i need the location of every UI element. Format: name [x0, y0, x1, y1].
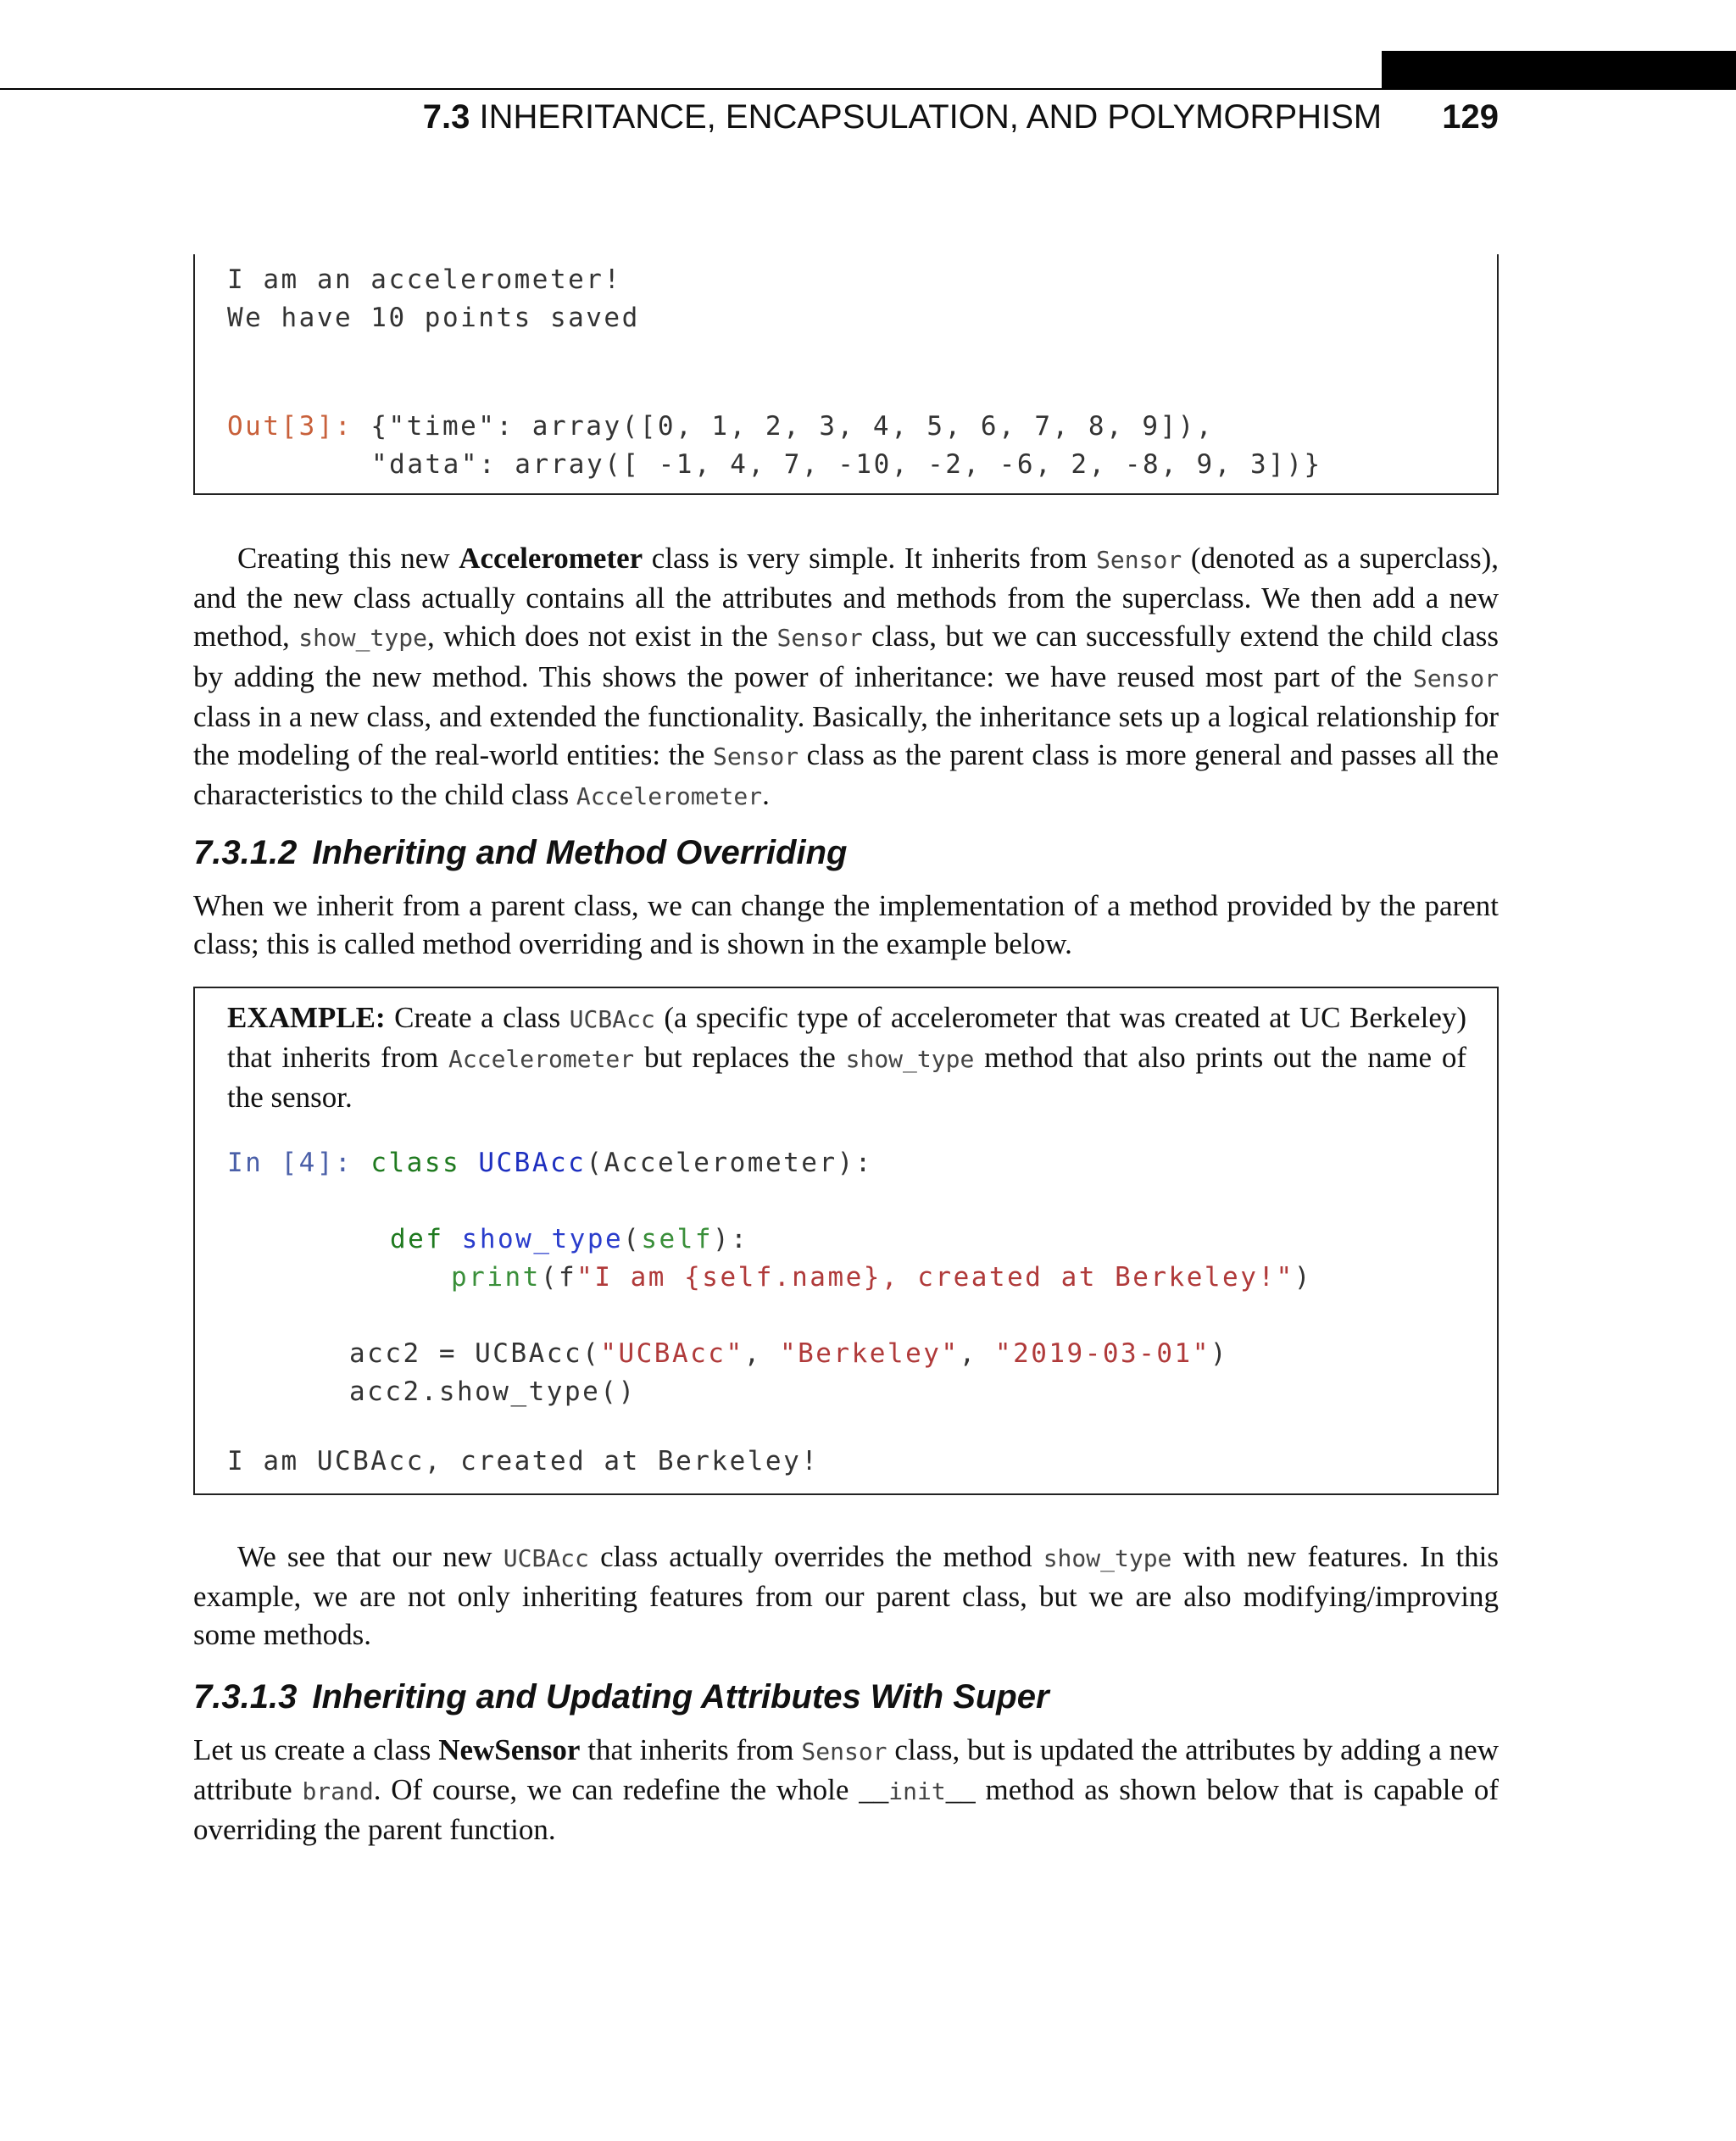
text: Create a class: [385, 1001, 570, 1034]
code-line-print: [451, 1262, 1312, 1293]
text: Let us create a class: [193, 1733, 439, 1766]
text: that inherits from: [580, 1733, 802, 1766]
inline-code: Sensor: [712, 742, 799, 771]
string-literal: "Berkeley": [779, 1338, 960, 1369]
text: method as shown below that is capable of overriding the parent function.: [193, 1773, 1500, 1847]
out-dict-time: {"time": array([0, 1, 2, 3, 4, 5, 6, 7, 8, 9]),: [353, 411, 1215, 442]
code-text: ,: [743, 1338, 780, 1369]
keyword: class: [370, 1148, 461, 1178]
inline-code: Sensor: [776, 624, 863, 653]
heading-title: Inheriting and Method Overriding: [312, 834, 848, 871]
text: __: [945, 1773, 976, 1807]
string-literal: "UCBAcc": [600, 1338, 744, 1369]
example-description: [227, 998, 1466, 1117]
section-heading-method-overriding: [193, 834, 847, 872]
code-line-instantiate: [349, 1338, 1228, 1369]
text: __: [859, 1773, 889, 1807]
inline-code: show_type: [1043, 1544, 1172, 1572]
text: (a specific type of accelerometer that was created at UC Berkeley) that inherits from: [227, 1001, 1467, 1075]
paragraph-inheritance: [193, 539, 1499, 815]
heading-number: 7.3.1.2: [193, 834, 298, 871]
text: Creating this new: [237, 542, 459, 575]
function-name: show_type: [461, 1224, 624, 1254]
text: .: [762, 778, 770, 812]
code-output: I am UCBAcc, created at Berkeley!: [227, 1446, 820, 1476]
text: We see that our new: [237, 1540, 504, 1573]
inline-code: Accelerometer: [448, 1045, 635, 1074]
code-cell-output: [193, 254, 1499, 495]
code-line-call: acc2.show_type(): [349, 1376, 637, 1407]
code-text: ): [1294, 1262, 1312, 1293]
output-line: I am an accelerometer!: [227, 264, 622, 295]
builtin-print: print: [451, 1262, 541, 1293]
text: method that also prints out the name of the sensor.: [227, 1041, 1466, 1115]
paragraph-newsensor: [193, 1731, 1499, 1849]
section-title: INHERITANCE, ENCAPSULATION, AND POLYMORPHISM: [479, 98, 1383, 136]
string-literal: "2019-03-01": [994, 1338, 1210, 1369]
text: class as the parent class is more general and passes all the characteristics to the child class: [193, 738, 1499, 812]
code-text: ): [1210, 1338, 1229, 1369]
code-line-class: [227, 1148, 873, 1178]
keyword: def: [390, 1224, 444, 1254]
text: , which does not exist in the: [426, 620, 777, 653]
header-rule: [0, 88, 1736, 90]
bold-term: NewSensor: [438, 1733, 581, 1766]
inline-code: brand: [302, 1777, 374, 1806]
inline-code: Sensor: [801, 1738, 887, 1766]
code-text: (: [623, 1224, 642, 1254]
section-heading-super: [193, 1678, 1049, 1716]
running-head: [423, 92, 1499, 142]
section-number: 7.3: [422, 98, 470, 136]
heading-number: 7.3.1.3: [193, 1678, 298, 1716]
inline-code: Accelerometer: [576, 782, 763, 811]
class-name: UCBAcc: [478, 1148, 587, 1178]
self-param: self: [641, 1224, 713, 1254]
code-text: (Accelerometer):: [586, 1148, 873, 1178]
text: class, but we can successfully extend the child class by adding the new method. This shows the power of inheritance: we have reused most part of the: [193, 620, 1500, 693]
text: (denoted as a superclass), and the new class actually contains all the attributes and methods from the superclass. We then add a new method,: [193, 542, 1500, 653]
paragraph-overriding-intro: When we inherit from a parent class, we can change the implementation of a method provided by the parent class; this is called method overriding and is shown in the example below.: [193, 889, 1499, 961]
in-prompt: In [4]:: [227, 1148, 353, 1178]
text: class in a new class, and extended the functionality. Basically, the inheritance sets up a logical relationship for the modeling of the real-world entities: the: [193, 699, 1499, 772]
string-literal: "I am {self.name}, created at Berkeley!": [576, 1262, 1294, 1293]
bold-term: Accelerometer: [459, 542, 643, 575]
code-text: ,: [959, 1338, 995, 1369]
page-number: 129: [1442, 98, 1499, 136]
inline-code: UCBAcc: [569, 1005, 655, 1033]
text: class actually overrides the method: [588, 1540, 1043, 1573]
inline-code: Sensor: [1412, 664, 1499, 692]
inline-code: Sensor: [1096, 546, 1182, 574]
out-line-2: "data": array([ -1, 4, 7, -10, -2, -6, 2, -8, 9, 3])}: [371, 449, 1322, 480]
code-line-def: [390, 1224, 748, 1254]
text: class, but is updated the attributes by adding a new attribute: [193, 1733, 1499, 1807]
inline-code: init: [888, 1777, 946, 1806]
inline-code: show_type: [298, 624, 427, 653]
heading-title: Inheriting and Updating Attributes With Super: [312, 1678, 1049, 1716]
code-text: acc2 = UCBAcc(: [349, 1338, 601, 1369]
header-bar-decoration: [1382, 51, 1736, 88]
text: . Of course, we can redefine the whole: [373, 1773, 860, 1807]
text: class is very simple. It inherits from: [643, 542, 1097, 575]
paragraph-override-result: [193, 1538, 1499, 1654]
out-prompt: Out[3]:: [227, 411, 353, 442]
out-line-1: [227, 411, 1214, 442]
code-text: (f: [540, 1262, 577, 1293]
example-label: EXAMPLE:: [227, 1001, 386, 1034]
text: but replaces the: [634, 1041, 846, 1075]
inline-code: UCBAcc: [503, 1544, 589, 1572]
inline-code: show_type: [845, 1045, 975, 1074]
example-box: [193, 987, 1499, 1495]
code-text: ):: [712, 1224, 749, 1254]
text: with new features. In this example, we are not only inheriting features from our parent class, but we are also modifying/improving some methods.: [193, 1540, 1500, 1652]
output-line: We have 10 points saved: [227, 303, 640, 333]
